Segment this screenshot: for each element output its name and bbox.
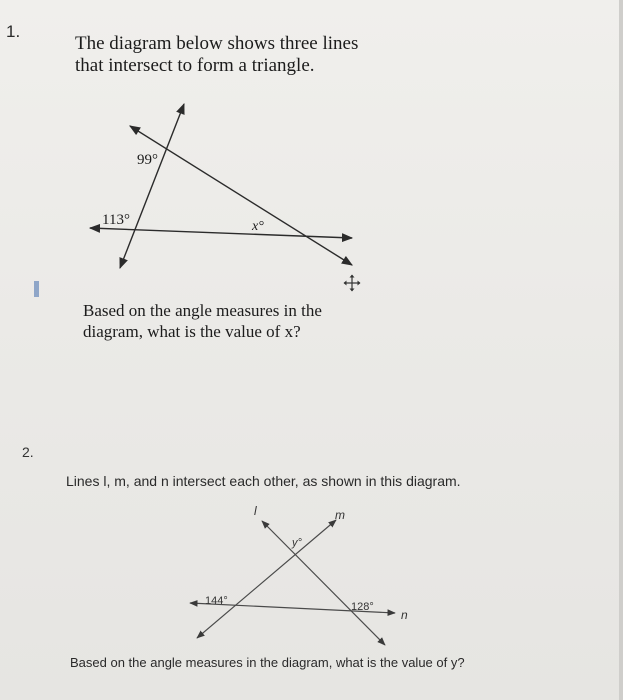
q2-angle-y-label: y° (292, 537, 302, 549)
q2-line-l (262, 521, 385, 645)
q1-angle-99-label: 99° (137, 152, 158, 168)
q2-angle-144-label: 144° (205, 595, 228, 607)
question-1-prompt-line-1: The diagram below shows three lines (75, 33, 359, 54)
q1-angle-x-label: x° (252, 219, 264, 234)
question-1-ask-line-2: diagram, what is the value of x? (83, 322, 301, 341)
q2-angle-128-label: 128° (351, 601, 374, 613)
q1-angle-113-label: 113° (102, 212, 130, 228)
q2-line-m (197, 520, 336, 638)
q2-line-n-label: n (401, 608, 408, 622)
question-1-number: 1. (6, 22, 21, 41)
question-1-prompt-line-2: that intersect to form a triangle. (75, 55, 315, 76)
question-1-ask-line-1: Based on the angle measures in the (83, 301, 322, 320)
q2-line-l-label: l (254, 504, 257, 518)
q2-line-m-label: m (335, 508, 345, 522)
question-2-number: 2. (22, 444, 34, 460)
question-2-ask: Based on the angle measures in the diagram, what is the value of y? (70, 655, 465, 670)
question-2-prompt: Lines l, m, and n intersect each other, as shown in this diagram. (66, 473, 461, 489)
